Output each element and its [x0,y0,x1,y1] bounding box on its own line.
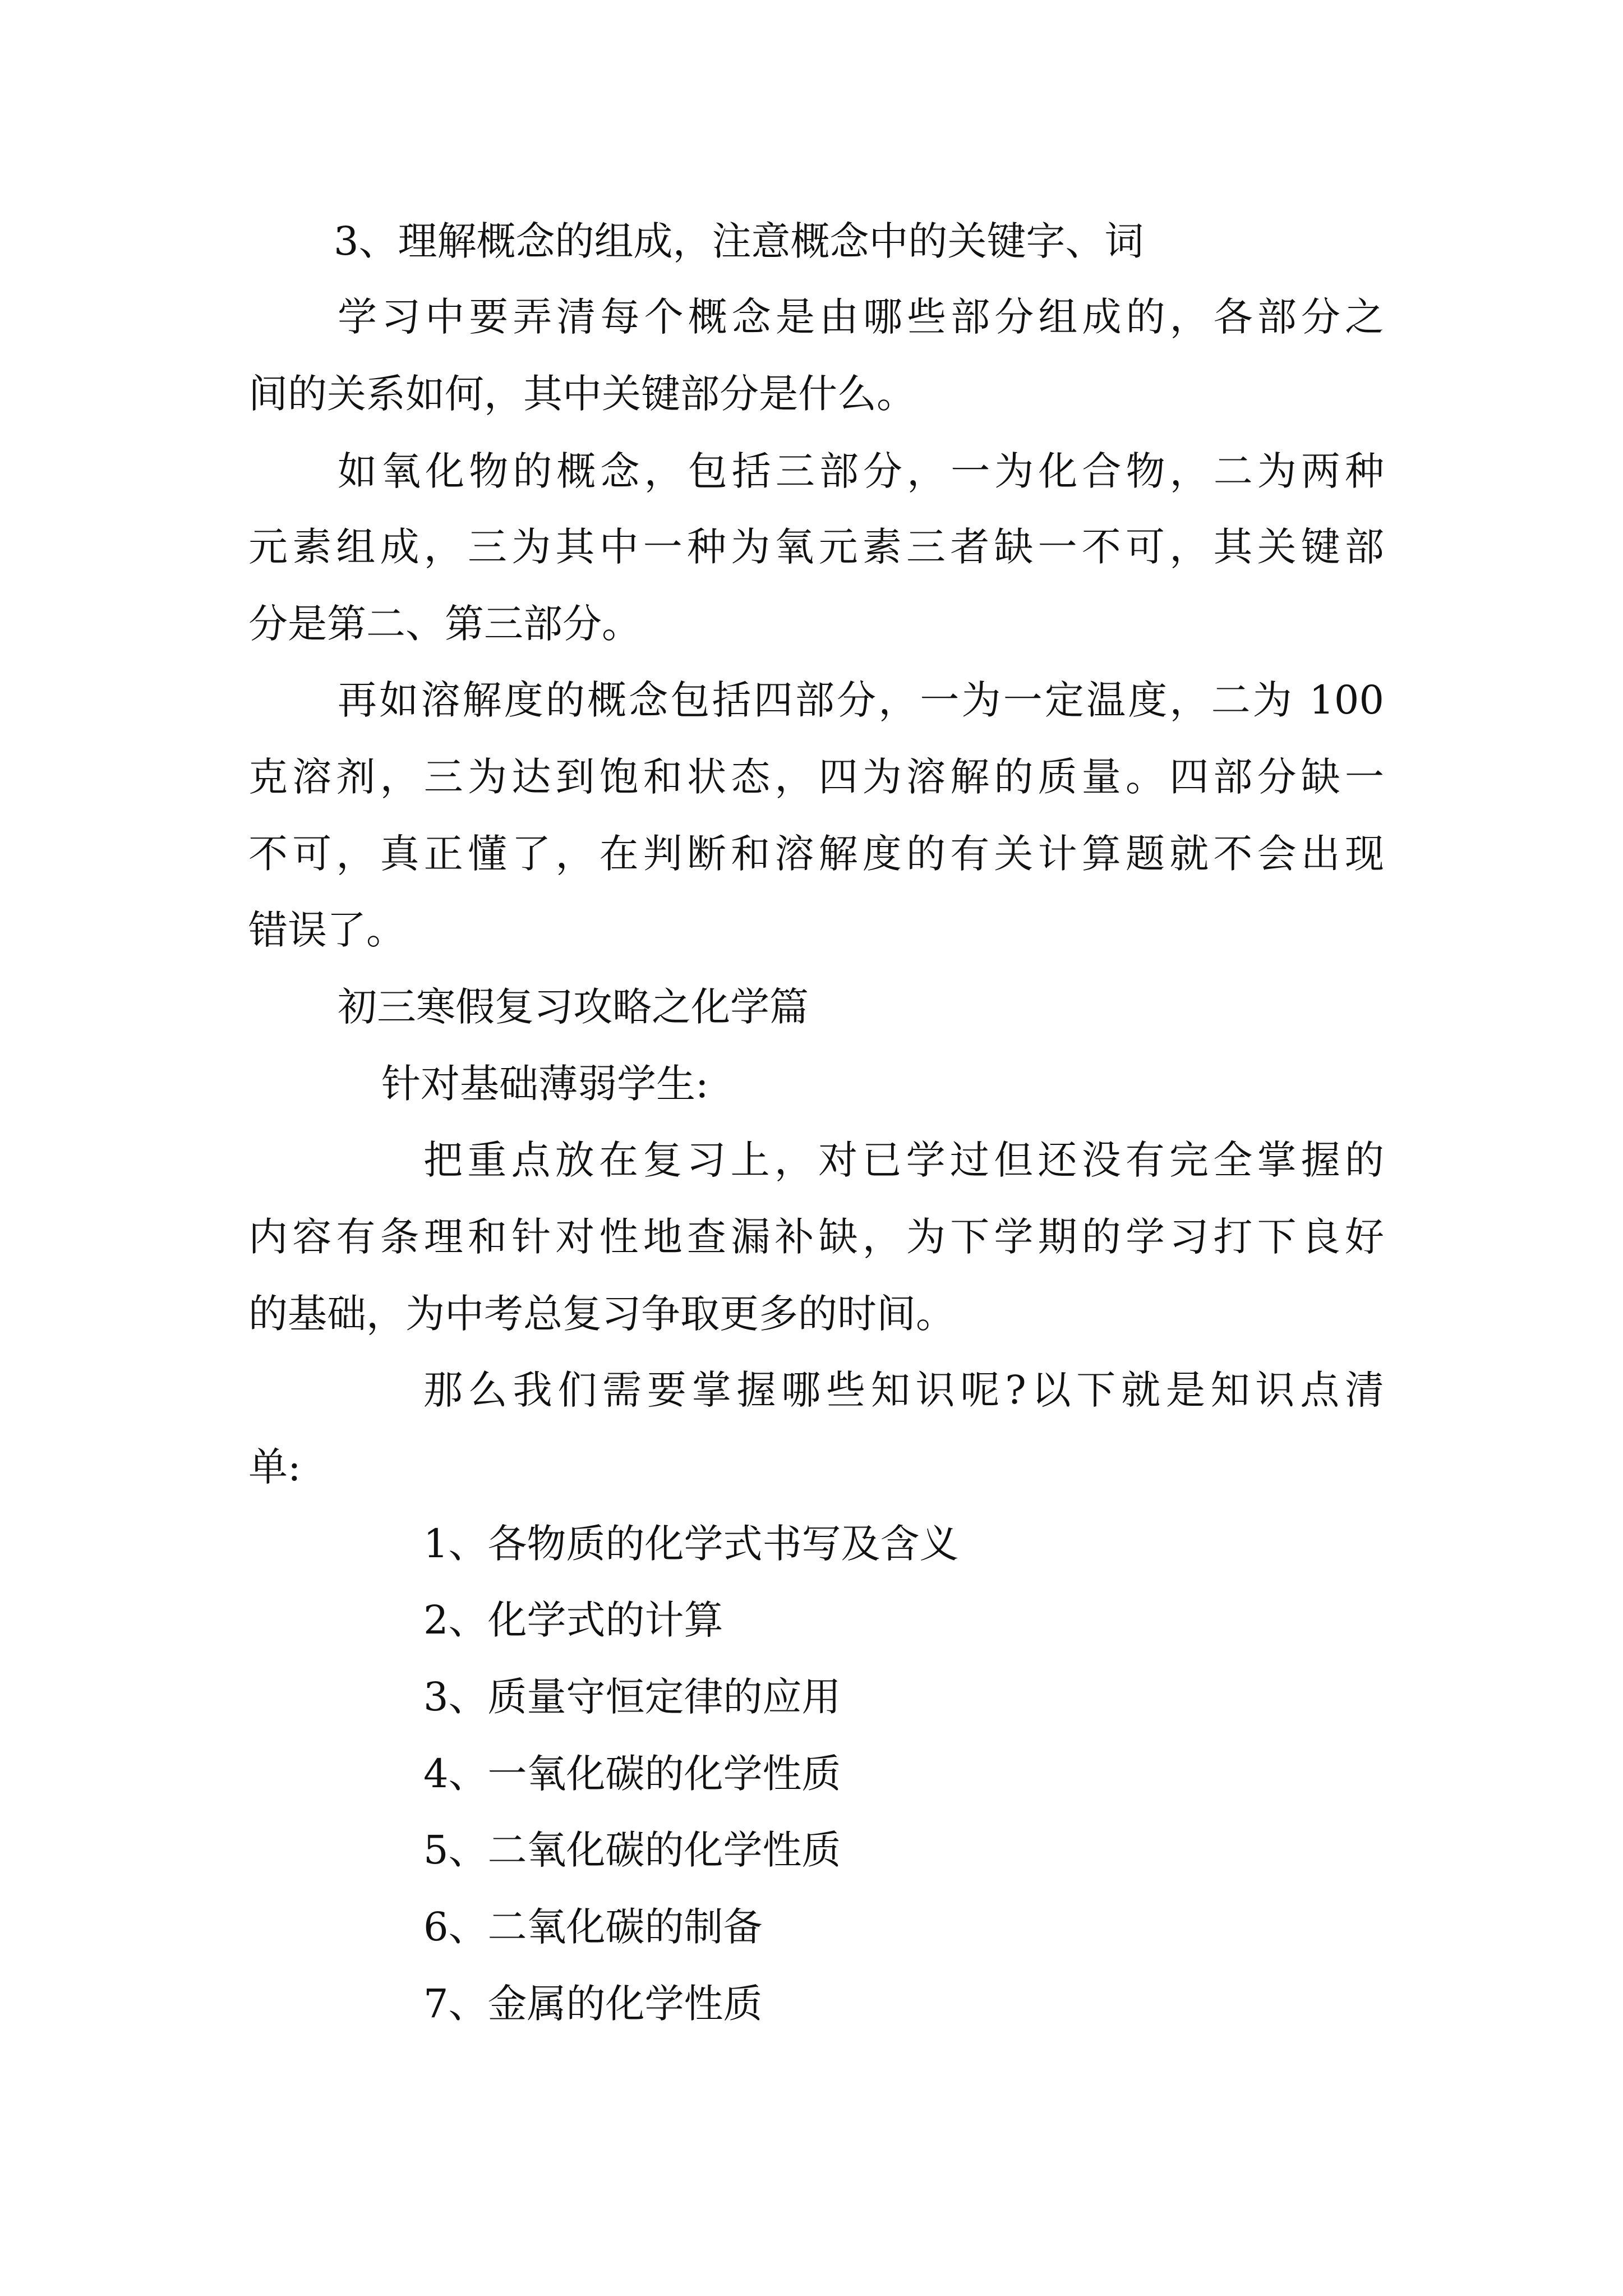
paragraph-line: 错误了。 [248,907,405,953]
paragraph-line: 把重点放在复习上，对已学过但还没有完全掌握的 [423,1137,1384,1183]
subtitle: 针对基础薄弱学生: [381,1061,709,1107]
paragraph-line: 不可，真正懂了，在判断和溶解度的有关计算题就不会出现 [248,831,1384,877]
list-item: 5、二氧化碳的化学性质 [423,1827,841,1873]
paragraph-line: 单: [248,1444,301,1490]
list-item: 2、化学式的计算 [423,1597,723,1643]
paragraph-line: 的基础，为中考总复习争取更多的时间。 [248,1291,955,1337]
list-item: 6、二氧化碳的制备 [423,1904,763,1950]
paragraph-line: 再如溶解度的概念包括四部分，一为一定温度，二为 100 [338,677,1384,723]
heading-concept: 3、理解概念的组成，注意概念中的关键字、词 [334,218,1144,264]
paragraph-line: 内容有条理和针对性地查漏补缺，为下学期的学习打下良好 [248,1214,1384,1260]
paragraph-line: 分是第二、第三部分。 [248,601,641,647]
paragraph-line: 元素组成，三为其中一种为氧元素三者缺一不可，其关键部 [248,524,1384,570]
list-item: 4、一氧化碳的化学性质 [423,1751,841,1797]
paragraph-line: 间的关系如何，其中关键部分是什么。 [248,371,916,417]
paragraph-line: 那么我们需要掌握哪些知识呢?以下就是知识点清 [423,1367,1384,1413]
list-item: 3、质量守恒定律的应用 [423,1674,841,1720]
list-item: 7、金属的化学性质 [423,1981,763,2027]
paragraph-line: 克溶剂，三为达到饱和状态，四为溶解的质量。四部分缺一 [248,754,1384,800]
list-item: 1、各物质的化学式书写及含义 [423,1521,959,1567]
paragraph-line: 学习中要弄清每个概念是由哪些部分组成的，各部分之 [338,294,1384,340]
paragraph-line: 如氧化物的概念，包括三部分，一为化合物，二为两种 [338,448,1384,494]
section-title: 初三寒假复习攻略之化学篇 [338,984,809,1030]
